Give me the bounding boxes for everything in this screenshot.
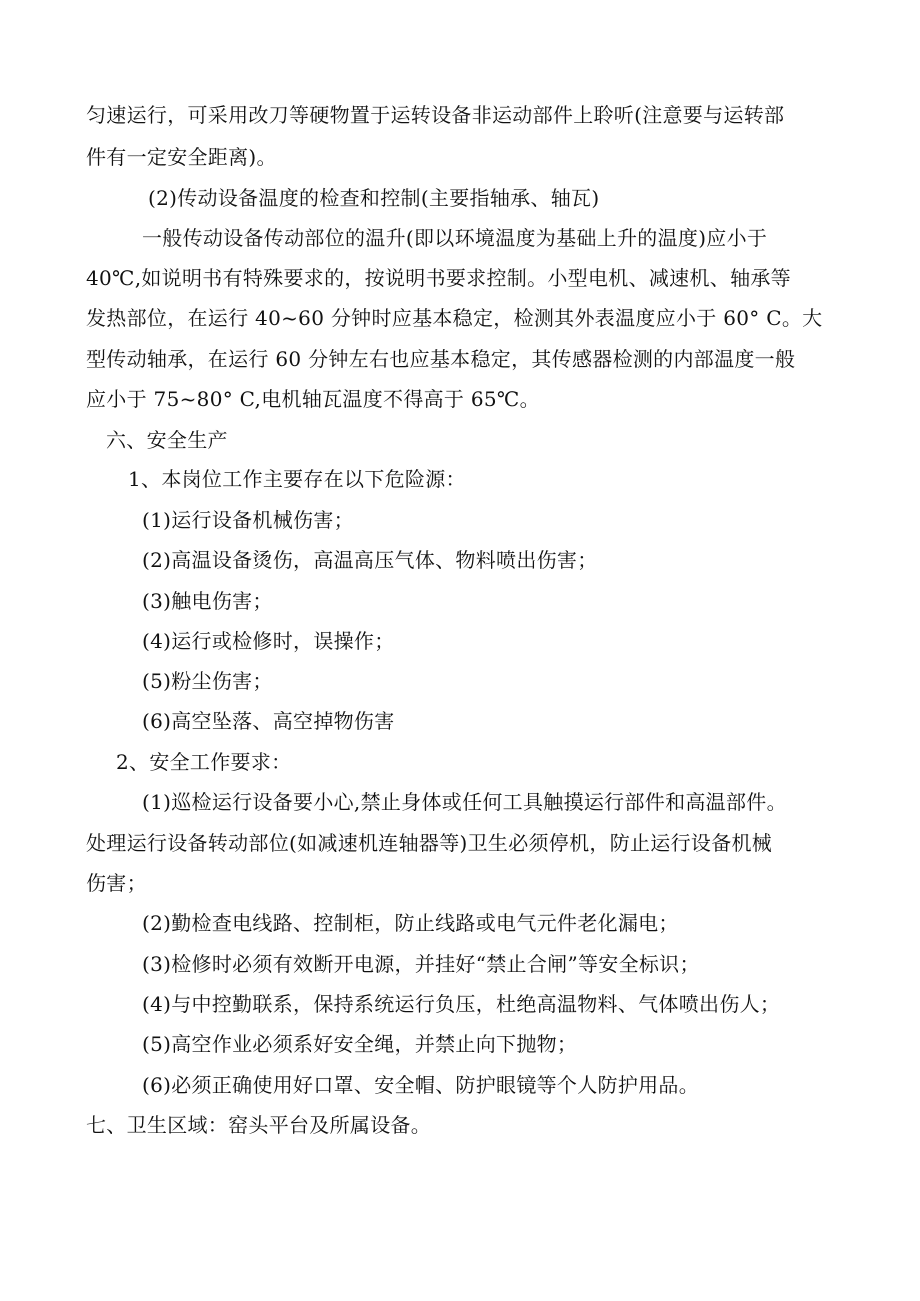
section-heading: 六、安全生产 xyxy=(106,428,228,452)
list-item: (4)与中控勤联系，保持系统运行负压，杜绝高温物料、气体喷出伤人； xyxy=(142,992,781,1016)
list-item: (3)检修时必须有效断开电源，并挂好“禁止合闸”等安全标识； xyxy=(142,952,700,976)
list-item: (1)巡检运行设备要小心,禁止身体或任何工具触摸运行部件和高温部件。 xyxy=(142,790,787,814)
paragraph-line: 应小于 75~80° C,电机轴瓦温度不得高于 65℃。 xyxy=(86,387,540,411)
list-item: (3)触电伤害； xyxy=(142,589,273,613)
paragraph-line: 件有一定安全距离)。 xyxy=(86,145,277,169)
list-item-continuation: 伤害； xyxy=(86,871,147,895)
list-item: (2)高温设备烫伤，高温高压气体、物料喷出伤害； xyxy=(142,548,598,572)
list-item: (5)高空作业必须系好安全绳，并禁止向下抛物； xyxy=(142,1032,578,1056)
subsection-heading: (2)传动设备温度的检查和控制(主要指轴承、轴瓦) xyxy=(148,186,600,210)
list-item: (5)粉尘伤害； xyxy=(142,669,273,693)
list-item: (1)运行设备机械伤害； xyxy=(142,508,354,532)
section-heading: 七、卫生区域：窑头平台及所属设备。 xyxy=(86,1113,432,1137)
list-item: (2)勤检查电线路、控制柜，防止线路或电气元件老化漏电； xyxy=(142,911,679,935)
paragraph-line: 匀速运行，可采用改刀等硬物置于运转设备非运动部件上聆听(注意要与运转部 xyxy=(86,103,785,127)
subsection-heading: 2、安全工作要求： xyxy=(116,750,292,774)
subsection-heading: 1、本岗位工作主要存在以下危险源： xyxy=(128,467,466,491)
paragraph-line: 型传动轴承，在运行 60 分钟左右也应基本稳定，其传感器检测的内部温度一般 xyxy=(86,347,796,371)
paragraph-line: 发热部位，在运行 40~60 分钟时应基本稳定，检测其外表温度应小于 60° C。大 xyxy=(86,306,823,330)
list-item: (6)高空坠落、高空掉物伤害 xyxy=(142,709,395,733)
paragraph-line: 40℃,如说明书有特殊要求的，按说明书要求控制。小型电机、减速机、轴承等 xyxy=(86,266,791,290)
paragraph-line: 一般传动设备传动部位的温升(即以环境温度为基础上升的温度)应小于 xyxy=(142,226,768,250)
list-item: (4)运行或检修时，误操作； xyxy=(142,629,395,653)
list-item-continuation: 处理运行设备转动部位(如减速机连轴器等)卫生必须停机，防止运行设备机械 xyxy=(86,831,773,855)
list-item: (6)必须正确使用好口罩、安全帽、防护眼镜等个人防护用品。 xyxy=(142,1073,700,1097)
